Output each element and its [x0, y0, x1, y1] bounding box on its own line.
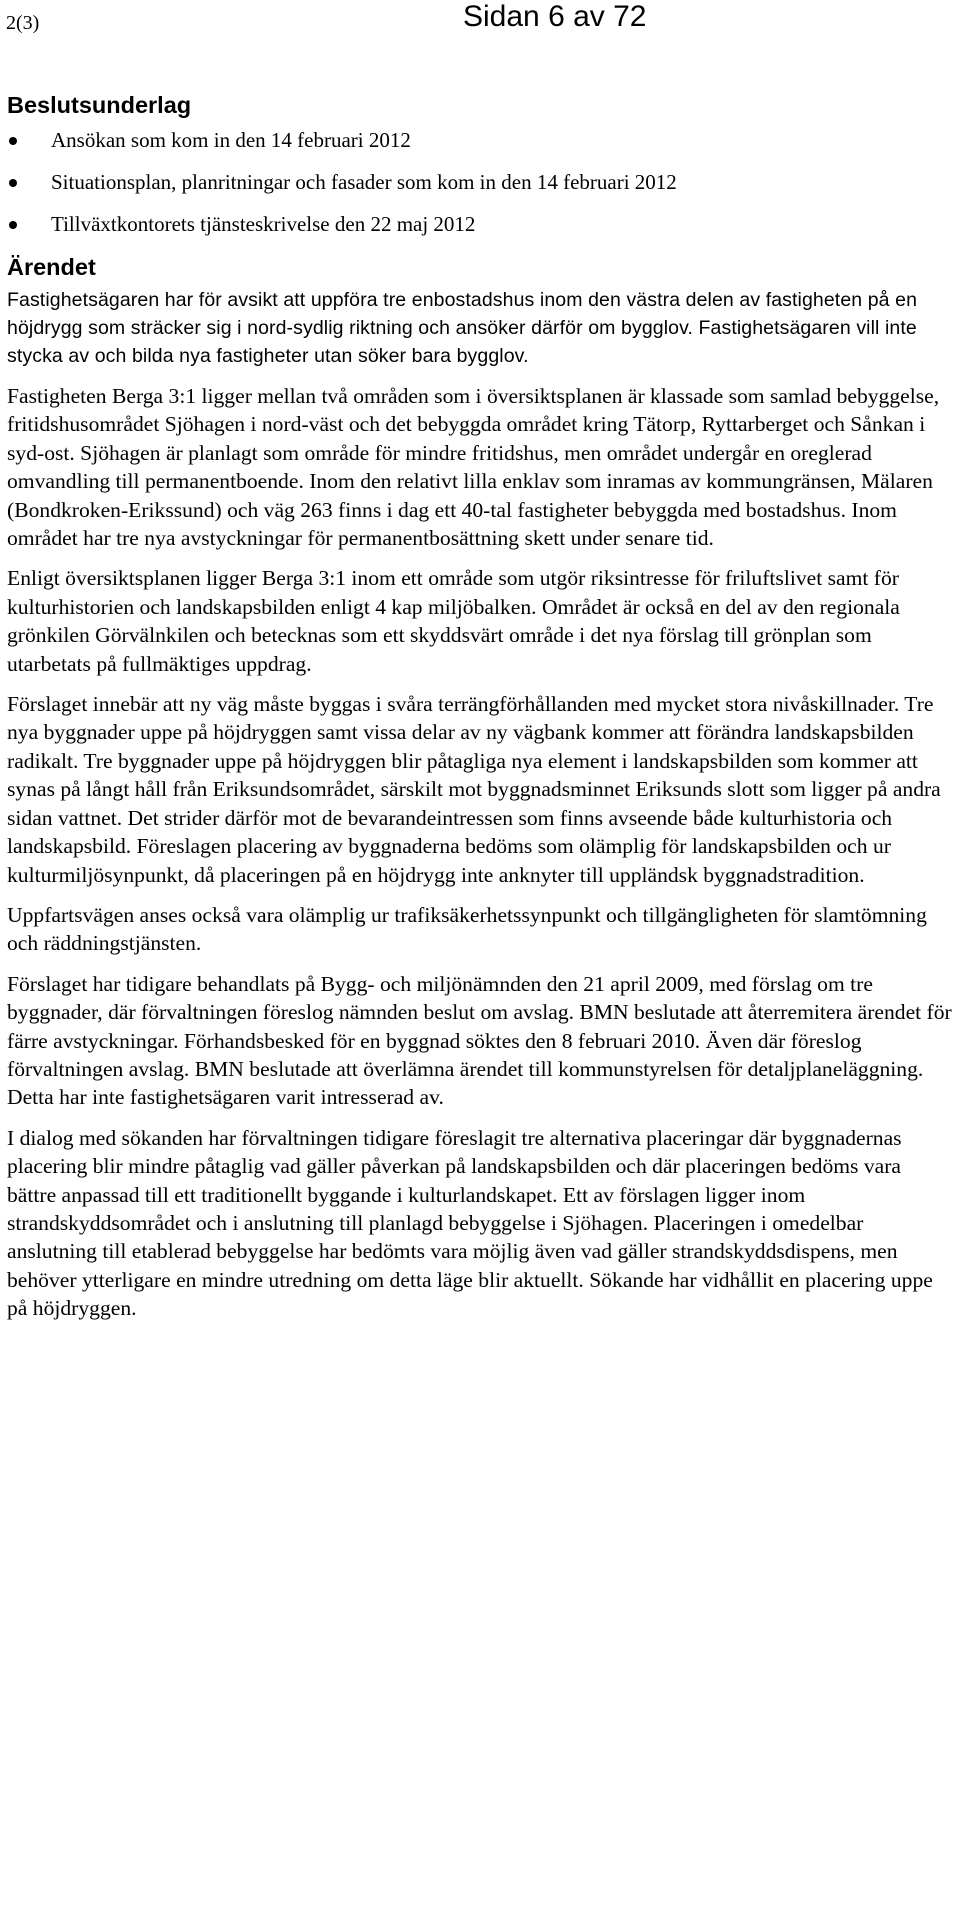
list-item-text: Situationsplan, planritningar och fasader som kom in den 14 februari 2012: [51, 170, 677, 194]
bullet-icon: [9, 179, 17, 187]
case-paragraph: I dialog med sökanden har förvaltningen tidigare föreslagit tre alternativa placeringar där byggnadernas placering blir mindre påtaglig vad gäller påverkan på landskapsbilden och där placeringen bedöms vara bättre anpassad till ett traditionellt byggande i kulturlandskapet. Ett av förslagen ligger inom strandskyddsområdet och i anslutning till planlagd bebyggelse i Sjöhagen. Placeringen i omedelbar anslutning till etablerad bebyggelse har bedömts vara möjlig även vad gäller strandskyddsdispens, men behöver ytterligare en mindre utredning om detta läge blir aktuellt. Sökande har vidhållit en placering uppe på höjdryggen.: [7, 1125, 933, 1321]
case-paragraph: Enligt översiktsplanen ligger Berga 3:1 inom ett område som utgör riksintresse för friluftslivet samt för kulturhistorien och landskapsbilden enligt 4 kap miljöbalken. Området är också en del av den regionala grönkilen Görvälnkilen och betecknas som ett skyddsvärt område i det nya förslag till grönplan som utarbetats på fullmäktiges uppdrag.: [7, 566, 900, 676]
decision-basis-list: [7, 128, 952, 237]
case-intro-paragraph: Fastighetsägaren har för avsikt att uppföra tre enbostadshus inom den västra delen av fastigheten på en höjdrygg som sträcker sig i nord-sydlig riktning och ansöker därför om bygglov. Fastighetsägaren vill inte stycka av och bilda nya fastigheter utan söker bara bygglov.: [7, 289, 918, 367]
case-paragraph: Förslaget har tidigare behandlats på Bygg- och miljönämnden den 21 april 2009, med förslag om tre byggnader, där förvaltningen föreslog nämnden beslut om avslag. BMN beslutade att återremitera ärendet för färre avstyckningar. Förhandsbesked för en byggnad söktes den 8 februari 2010. Även där föreslog förvaltningen avslag. BMN beslutade att överlämna ärendet till kommunstyrelsen för detaljplaneläggning. Detta har inte fastighetsägaren varit intresserad av.: [7, 971, 952, 1110]
list-item-text: Tillväxtkontorets tjänsteskrivelse den 22 maj 2012: [51, 212, 476, 236]
bullet-icon: [9, 137, 17, 145]
case-paragraph: Uppfartsvägen anses också vara olämplig ur trafiksäkerhetssynpunkt och tillgängligheten för slamtömning och räddningstjänsten.: [7, 902, 927, 956]
case-paragraph: Förslaget innebär att ny väg måste byggas i svåra terrängförhållanden med mycket stora nivåskillnader. Tre nya byggnader uppe på höjdryggen samt vissa delar av ny vägbank kommer att förändra landskapsbilden radikalt. Tre byggnader uppe på höjdryggen blir påtagliga nya element i landskapsbilden som kommer att synas på långt håll från Eriksundsområdet, särskilt mot byggnadsminnet Eriksunds slott som ligger på andra sidan vattnet. Det strider därför mot de bevarandeintressen som finns avseende både kulturhistoria och landskapsbild. Föreslagen placering av byggnaderna bedöms som olämplig för landskapsbilden och ur kulturmiljösynpunkt, då placeringen på en höjdrygg inte anknyter till uppländsk byggnadstradition.: [7, 692, 941, 887]
list-item: [7, 170, 952, 195]
document-body: [7, 90, 952, 1323]
list-item-text: Ansökan som kom in den 14 februari 2012: [51, 128, 411, 152]
case-heading: Ärendet: [7, 254, 96, 280]
page-count: Sidan 6 av 72: [463, 0, 647, 33]
decision-basis-heading: Beslutsunderlag: [7, 92, 192, 118]
page-number: 2(3): [6, 12, 40, 34]
case-paragraph: Fastigheten Berga 3:1 ligger mellan två områden som i översiktsplanen är klassade som samlad bebyggelse, fritidshusområdet Sjöhagen i nord-väst och det bebyggda området kring Tätorp, Ryttarberget och Sånkan i syd-ost. Sjöhagen är planlagt som område för mindre fritidshus, men området undergår en oreglerad omvandling till permanentboende. Inom den relativt lilla enklav som inramas av kommungränsen, Mälaren (Bondkroken-Erikssund) och väg 263 finns i dag ett 40-tal fastigheter bebyggda med bostadshus. Inom området har tre nya avstyckningar för permanentbosättning skett under senare tid.: [7, 384, 940, 551]
list-item: [7, 212, 952, 237]
list-item: [7, 128, 952, 153]
bullet-icon: [9, 221, 17, 229]
